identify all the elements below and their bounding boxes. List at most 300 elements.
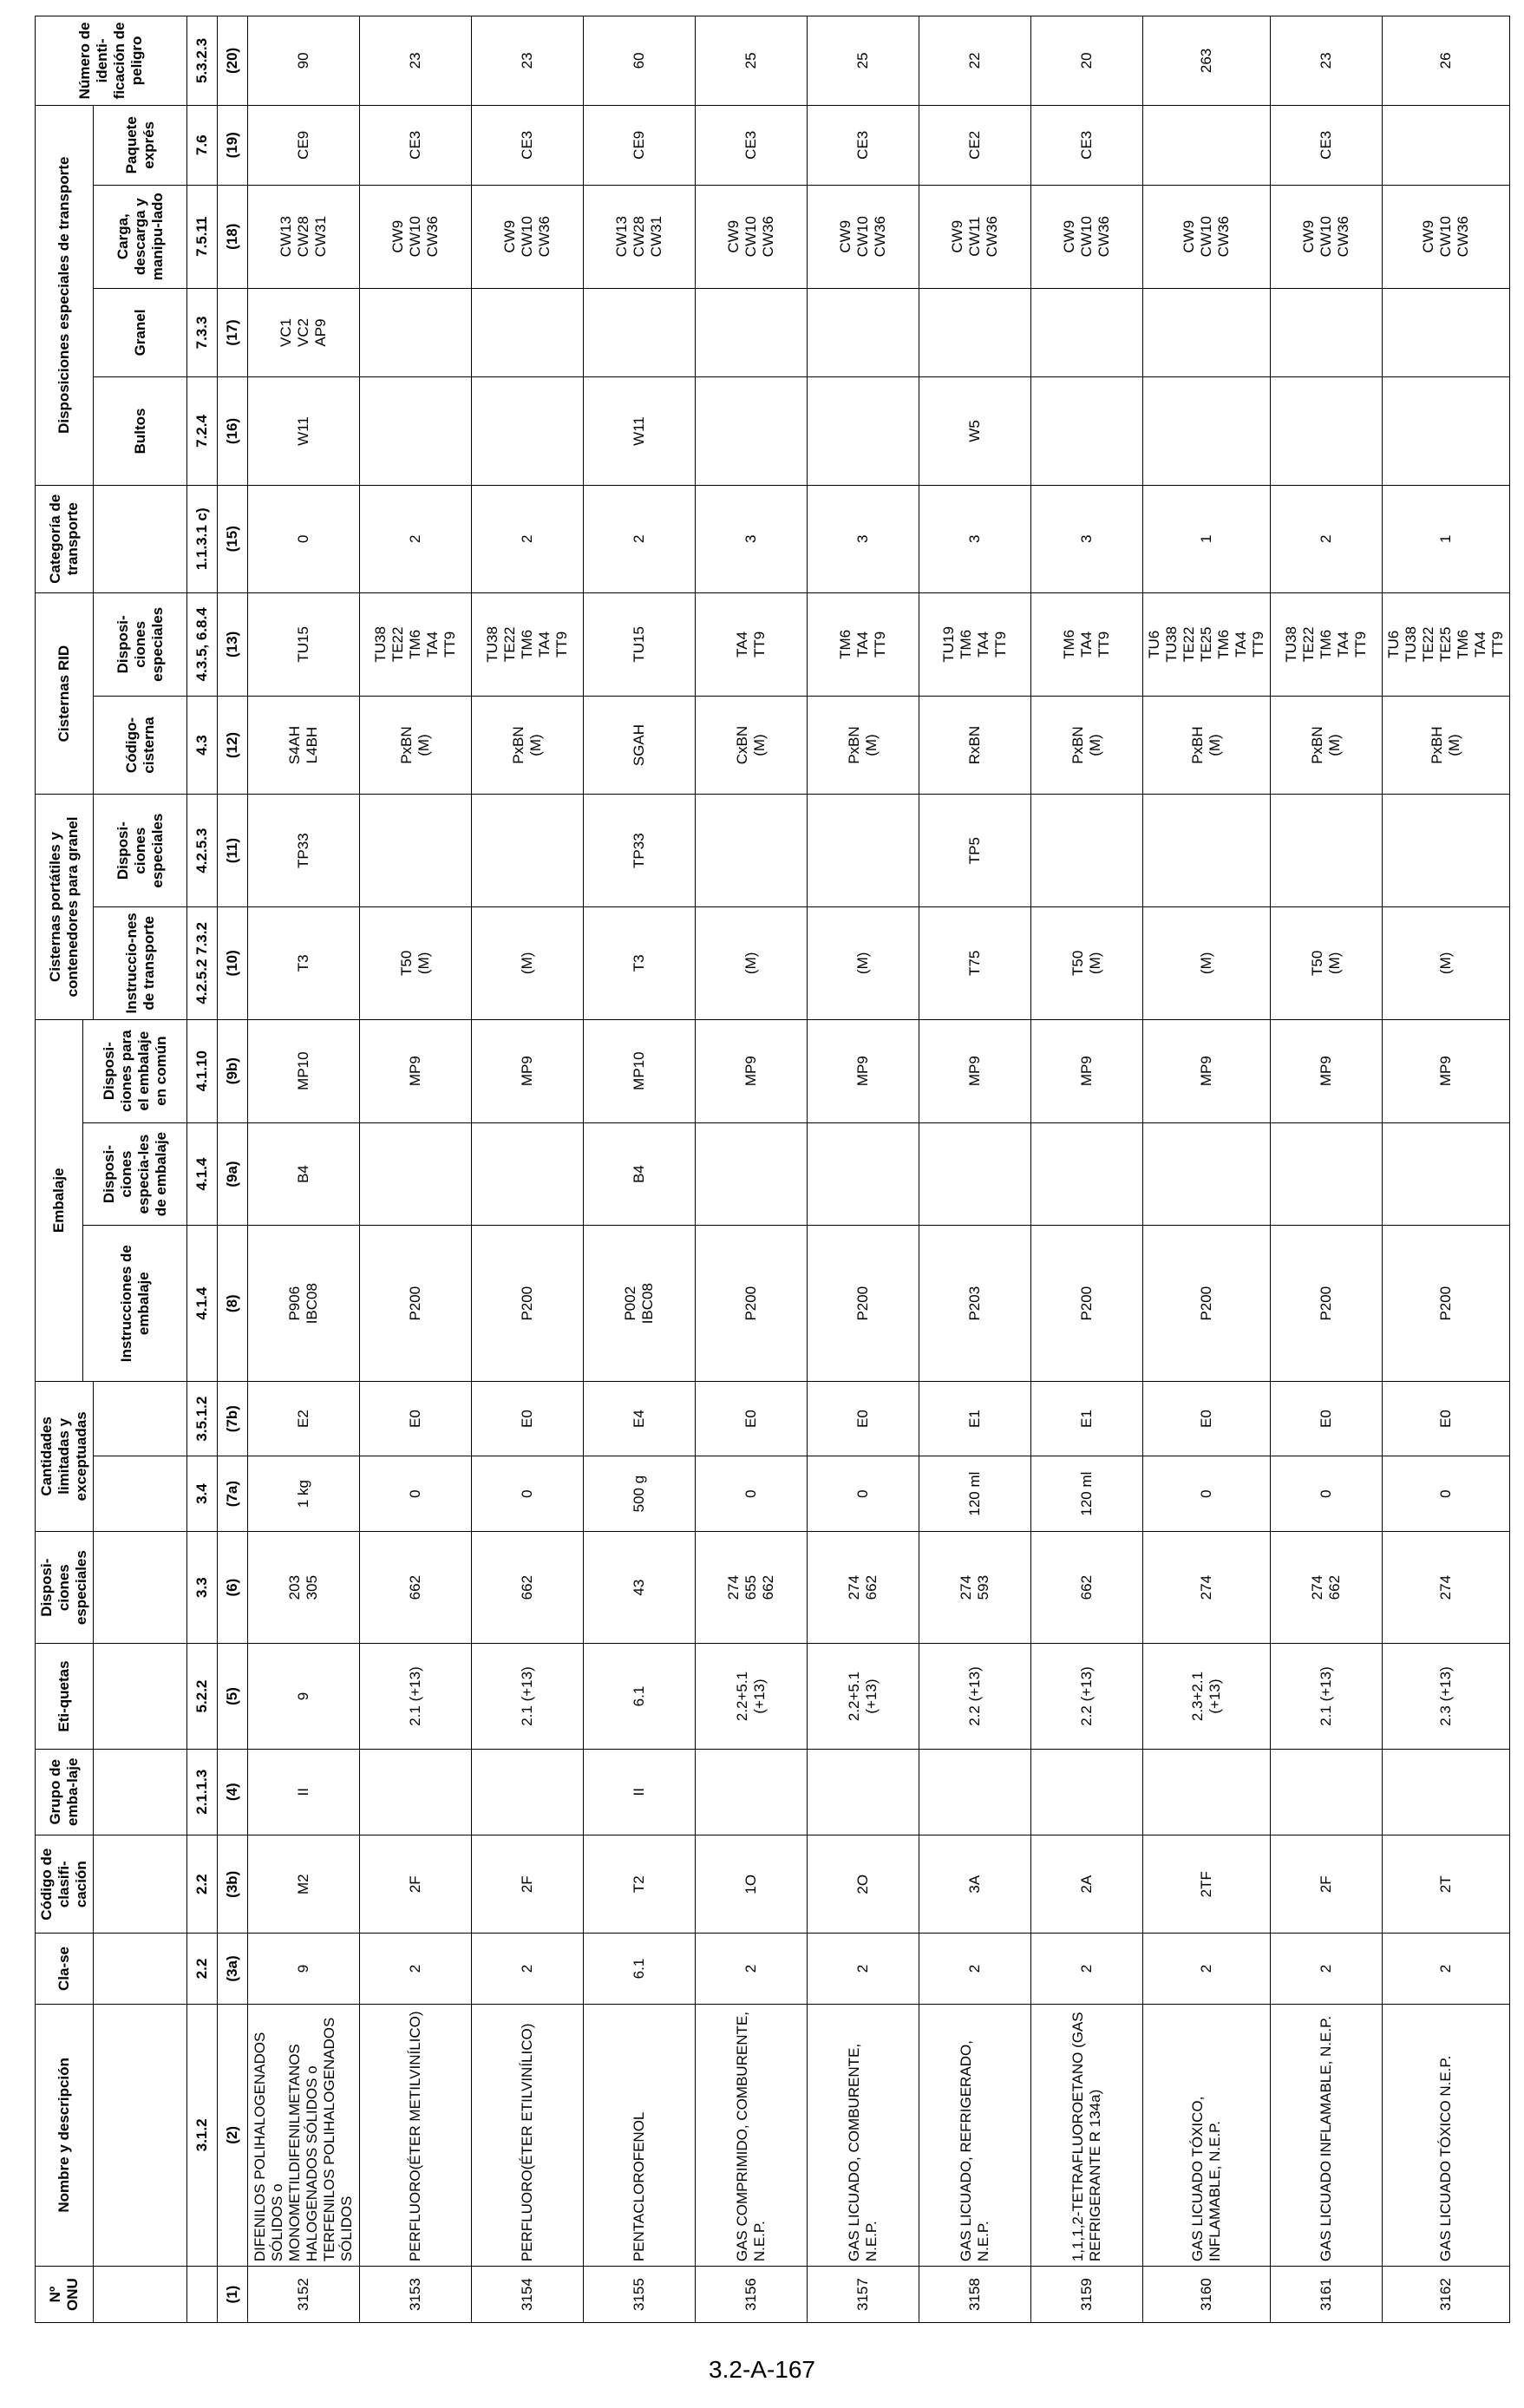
cell-special-provisions: 274 662 bbox=[1271, 1531, 1383, 1644]
cell-labels: 9 bbox=[248, 1644, 360, 1749]
cell-transport-category: 3 bbox=[1031, 485, 1143, 592]
cell-special-packing-provisions bbox=[696, 1122, 808, 1226]
header-blank-7a bbox=[94, 1456, 187, 1531]
cell-rid-tank-provisions: TM6 TA4 TT9 bbox=[808, 592, 919, 696]
cell-classification-code: M2 bbox=[248, 1835, 360, 1933]
header-etiquetas: Eti-quetas bbox=[36, 1644, 94, 1749]
cell-express-parcel: CE3 bbox=[808, 105, 919, 185]
cell-packages-provision bbox=[808, 377, 919, 485]
col-number: (9a) bbox=[218, 1122, 248, 1226]
cell-packing-group: II bbox=[584, 1749, 696, 1835]
cell-special-packing-provisions bbox=[919, 1122, 1031, 1226]
cell-packing-group bbox=[472, 1749, 584, 1835]
col-number: (3b) bbox=[218, 1835, 248, 1933]
cell-special-packing-provisions bbox=[1031, 1122, 1143, 1226]
cell-special-packing-provisions: B4 bbox=[584, 1122, 696, 1226]
cell-name-description: PERFLUORO(ÉTER METILVINÍLICO) bbox=[360, 2004, 472, 2267]
cell-classification-code: T2 bbox=[584, 1835, 696, 1933]
cell-express-parcel: CE3 bbox=[1031, 105, 1143, 185]
table-row bbox=[472, 16, 584, 2323]
cell-excepted-quantity: E0 bbox=[360, 1381, 472, 1456]
cell-bulk-provision bbox=[472, 288, 584, 377]
cell-special-provisions: 662 bbox=[472, 1531, 584, 1644]
header-blank-etiquetas bbox=[94, 1644, 187, 1749]
cell-special-packing-provisions bbox=[808, 1122, 919, 1226]
cell-mixed-packing-provisions: MP9 bbox=[1143, 1019, 1271, 1122]
cell-class: 2 bbox=[1271, 1934, 1383, 2004]
cell-limited-quantity: 1 kg bbox=[248, 1456, 360, 1531]
cell-un-number: 3156 bbox=[696, 2267, 808, 2323]
cell-tank-instructions: (M) bbox=[472, 906, 584, 1019]
ref-cell: 7.5.11 bbox=[187, 185, 218, 288]
cell-special-provisions: 274 655 662 bbox=[696, 1531, 808, 1644]
cell-packing-group bbox=[1271, 1749, 1383, 1835]
cell-tank-code: PxBN (M) bbox=[1031, 696, 1143, 794]
cell-hazard-number: 263 bbox=[1143, 16, 1271, 106]
cell-labels: 2.1 (+13) bbox=[360, 1644, 472, 1749]
ref-cell: 7.6 bbox=[187, 105, 218, 185]
cell-hazard-number: 22 bbox=[919, 16, 1031, 106]
cell-rid-tank-provisions: TM6 TA4 TT9 bbox=[1031, 592, 1143, 696]
cell-rid-tank-provisions: TU19 TM6 TA4 TT9 bbox=[919, 592, 1031, 696]
header-cisternas-rid: Cisternas RID bbox=[36, 592, 94, 794]
cell-transport-category: 2 bbox=[360, 485, 472, 592]
cell-tank-instructions: (M) bbox=[1383, 906, 1510, 1019]
col-number: (2) bbox=[218, 2004, 248, 2267]
cell-labels: 2.1 (+13) bbox=[1271, 1644, 1383, 1749]
cell-special-provisions: 274 bbox=[1383, 1531, 1510, 1644]
col-number: (20) bbox=[218, 16, 248, 106]
cell-packing-group bbox=[919, 1749, 1031, 1835]
col-number: (9b) bbox=[218, 1019, 248, 1122]
cell-classification-code: 2F bbox=[472, 1835, 584, 1933]
cell-tank-code: RxBN bbox=[919, 696, 1031, 794]
cell-mixed-packing-provisions: MP10 bbox=[584, 1019, 696, 1122]
cell-tank-code: PxBN (M) bbox=[472, 696, 584, 794]
cell-transport-category: 0 bbox=[248, 485, 360, 592]
cell-mixed-packing-provisions: MP9 bbox=[696, 1019, 808, 1122]
cell-limited-quantity: 500 g bbox=[584, 1456, 696, 1531]
cell-class: 2 bbox=[808, 1934, 919, 2004]
col-number: (11) bbox=[218, 795, 248, 907]
cell-special-provisions: 43 bbox=[584, 1531, 696, 1644]
cell-tank-instructions: T50 (M) bbox=[1271, 906, 1383, 1019]
cell-loading-provision: CW9 CW10 CW36 bbox=[1271, 185, 1383, 288]
col-number: (4) bbox=[218, 1749, 248, 1835]
table-row bbox=[1031, 16, 1143, 2323]
cell-packing-instructions: P200 bbox=[1031, 1226, 1143, 1381]
cell-express-parcel: CE3 bbox=[472, 105, 584, 185]
cell-mixed-packing-provisions: MP9 bbox=[919, 1019, 1031, 1122]
cell-packages-provision: W11 bbox=[248, 377, 360, 485]
col-number: (10) bbox=[218, 906, 248, 1019]
cell-special-provisions: 274 593 bbox=[919, 1531, 1031, 1644]
reference-row bbox=[187, 16, 218, 2323]
header-blank-disp bbox=[94, 1531, 187, 1644]
ref-cell: 4.2.5.2 7.3.2 bbox=[187, 906, 218, 1019]
header-instr-transporte: Instruccio-nes de transporte bbox=[94, 906, 187, 1019]
cell-special-provisions: 662 bbox=[360, 1531, 472, 1644]
cell-packages-provision bbox=[1143, 377, 1271, 485]
rotated-page-frame bbox=[35, 16, 1506, 2323]
header-disp-especiales: Disposi-ciones especiales bbox=[36, 1531, 94, 1644]
header-cantidades: Cantidades limitadas y exceptuadas bbox=[36, 1381, 94, 1531]
cell-bulk-provision: VC1 VC2 AP9 bbox=[248, 288, 360, 377]
cell-special-packing-provisions bbox=[472, 1122, 584, 1226]
cell-tank-instructions: T50 (M) bbox=[360, 906, 472, 1019]
cell-tank-instructions: T3 bbox=[584, 906, 696, 1019]
cell-packing-instructions: P002 IBC08 bbox=[584, 1226, 696, 1381]
cell-name-description: PENTACLOROFENOL bbox=[584, 2004, 696, 2267]
cell-name-description: PERFLUORO(ÉTER ETILVINÍLICO) bbox=[472, 2004, 584, 2267]
header-clase: Cla-se bbox=[36, 1934, 94, 2004]
table-row bbox=[1383, 16, 1510, 2323]
cell-labels: 2.2 (+13) bbox=[919, 1644, 1031, 1749]
cell-rid-tank-provisions: TU6 TU38 TE22 TE25 TM6 TA4 TT9 bbox=[1383, 592, 1510, 696]
table-row bbox=[808, 16, 919, 2323]
cell-rid-tank-provisions: TU15 bbox=[584, 592, 696, 696]
cell-bulk-provision bbox=[360, 288, 472, 377]
table-row bbox=[360, 16, 472, 2323]
cell-un-number: 3154 bbox=[472, 2267, 584, 2323]
cell-excepted-quantity: E0 bbox=[1143, 1381, 1271, 1456]
ref-cell: 7.2.4 bbox=[187, 377, 218, 485]
ref-cell: 4.3 bbox=[187, 696, 218, 794]
cell-un-number: 3162 bbox=[1383, 2267, 1510, 2323]
cell-express-parcel: CE9 bbox=[248, 105, 360, 185]
cell-excepted-quantity: E0 bbox=[808, 1381, 919, 1456]
ref-cell: 2.2 bbox=[187, 1835, 218, 1933]
cell-special-packing-provisions: B4 bbox=[248, 1122, 360, 1226]
cell-limited-quantity: 0 bbox=[1271, 1456, 1383, 1531]
cell-loading-provision: CW13 CW28 CW31 bbox=[248, 185, 360, 288]
col-number: (19) bbox=[218, 105, 248, 185]
col-number: (8) bbox=[218, 1226, 248, 1381]
ref-cell: 4.2.5.3 bbox=[187, 795, 218, 907]
cell-express-parcel: CE3 bbox=[360, 105, 472, 185]
cell-limited-quantity: 0 bbox=[696, 1456, 808, 1531]
cell-classification-code: 3A bbox=[919, 1835, 1031, 1933]
table-row bbox=[1143, 16, 1271, 2323]
cell-class: 2 bbox=[472, 1934, 584, 2004]
cell-tank-code: PxBH (M) bbox=[1383, 696, 1510, 794]
cell-tank-special-provisions: TP33 bbox=[584, 795, 696, 907]
header-blank-categoria bbox=[94, 485, 187, 592]
header-disp-cisterna: Disposi-ciones especiales bbox=[94, 795, 187, 907]
ref-cell: 4.1.4 bbox=[187, 1122, 218, 1226]
cell-tank-special-provisions: TP33 bbox=[248, 795, 360, 907]
cell-labels: 2.2+5.1 (+13) bbox=[808, 1644, 919, 1749]
cell-class: 2 bbox=[1031, 1934, 1143, 2004]
rotated-table-container bbox=[35, 16, 1506, 2323]
cell-labels: 2.1 (+13) bbox=[472, 1644, 584, 1749]
header-instrucciones: Instrucciones de embalaje bbox=[83, 1226, 187, 1381]
cell-transport-category: 3 bbox=[919, 485, 1031, 592]
header-carga: Carga, descarga y manipu-lado bbox=[94, 185, 187, 288]
col-number: (13) bbox=[218, 592, 248, 696]
cell-rid-tank-provisions: TU38 TE22 TM6 TA4 TT9 bbox=[472, 592, 584, 696]
header-categoria: Categoría de transporte bbox=[36, 485, 94, 592]
cell-packing-group bbox=[1031, 1749, 1143, 1835]
cell-loading-provision: CW9 CW10 CW36 bbox=[472, 185, 584, 288]
cell-express-parcel bbox=[1383, 105, 1510, 185]
cell-tank-special-provisions bbox=[360, 795, 472, 907]
cell-classification-code: 2TF bbox=[1143, 1835, 1271, 1933]
cell-excepted-quantity: E0 bbox=[1271, 1381, 1383, 1456]
col-number: (18) bbox=[218, 185, 248, 288]
ref-cell bbox=[187, 2267, 218, 2323]
cell-class: 2 bbox=[1383, 1934, 1510, 2004]
cell-excepted-quantity: E1 bbox=[1031, 1381, 1143, 1456]
cell-name-description: GAS COMPRIMIDO, COMBURENTE, N.E.P. bbox=[696, 2004, 808, 2267]
col-number: (15) bbox=[218, 485, 248, 592]
header-blank-grupo bbox=[94, 1749, 187, 1835]
cell-packages-provision bbox=[1031, 377, 1143, 485]
cell-tank-code: CxBN (M) bbox=[696, 696, 808, 794]
cell-class: 2 bbox=[360, 1934, 472, 2004]
cell-un-number: 3155 bbox=[584, 2267, 696, 2323]
header-blank-7b bbox=[94, 1381, 187, 1456]
cell-limited-quantity: 0 bbox=[360, 1456, 472, 1531]
ref-cell: 3.5.1.2 bbox=[187, 1381, 218, 1456]
cell-un-number: 3158 bbox=[919, 2267, 1031, 2323]
cell-packages-provision bbox=[1383, 377, 1510, 485]
table-row bbox=[919, 16, 1031, 2323]
cell-class: 2 bbox=[696, 1934, 808, 2004]
header-peligro: Número de identi-ficación de peligro bbox=[36, 16, 187, 106]
cell-hazard-number: 20 bbox=[1031, 16, 1143, 106]
cell-loading-provision: CW9 CW10 CW36 bbox=[808, 185, 919, 288]
cell-mixed-packing-provisions: MP10 bbox=[248, 1019, 360, 1122]
cell-tank-special-provisions bbox=[472, 795, 584, 907]
cell-bulk-provision bbox=[1031, 288, 1143, 377]
cell-mixed-packing-provisions: MP9 bbox=[1271, 1019, 1383, 1122]
cell-loading-provision: CW9 CW10 CW36 bbox=[696, 185, 808, 288]
cell-transport-category: 3 bbox=[696, 485, 808, 592]
cell-tank-code: PxBH (M) bbox=[1143, 696, 1271, 794]
cell-class: 6.1 bbox=[584, 1934, 696, 2004]
header-blank-un bbox=[94, 2267, 187, 2323]
cell-hazard-number: 25 bbox=[696, 16, 808, 106]
cell-special-provisions: 203 305 bbox=[248, 1531, 360, 1644]
cell-tank-instructions: T50 (M) bbox=[1031, 906, 1143, 1019]
cell-class: 2 bbox=[919, 1934, 1031, 2004]
cell-tank-instructions: (M) bbox=[808, 906, 919, 1019]
ref-cell: 3.4 bbox=[187, 1456, 218, 1531]
cell-special-provisions: 274 bbox=[1143, 1531, 1271, 1644]
cell-bulk-provision bbox=[1383, 288, 1510, 377]
header-name: Nombre y descripción bbox=[36, 2004, 94, 2267]
cell-hazard-number: 25 bbox=[808, 16, 919, 106]
header-blank-clase bbox=[94, 1934, 187, 2004]
cell-name-description: DIFENILOS POLIHALOGENADOS SÓLIDOS o MONOMETILDIFENILMETANOS HALOGENADOS SÓLIDOS o TERFENILOS POLIHALOGENADOS SÓLIDOS bbox=[248, 2004, 360, 2267]
cell-transport-category: 3 bbox=[808, 485, 919, 592]
cell-labels: 6.1 bbox=[584, 1644, 696, 1749]
cell-name-description: GAS LICUADO, COMBURENTE, N.E.P. bbox=[808, 2004, 919, 2267]
cell-hazard-number: 90 bbox=[248, 16, 360, 106]
col-number: (16) bbox=[218, 377, 248, 485]
cell-packing-group: II bbox=[248, 1749, 360, 1835]
cell-loading-provision: CW9 CW10 CW36 bbox=[1143, 185, 1271, 288]
cell-tank-code: PxBN (M) bbox=[1271, 696, 1383, 794]
cell-classification-code: 2O bbox=[808, 1835, 919, 1933]
header-codigo-cisterna: Código-cisterna bbox=[94, 696, 187, 794]
col-number: (5) bbox=[218, 1644, 248, 1749]
cell-loading-provision: CW9 CW10 CW36 bbox=[360, 185, 472, 288]
cell-tank-instructions: (M) bbox=[1143, 906, 1271, 1019]
cell-un-number: 3152 bbox=[248, 2267, 360, 2323]
cell-packing-instructions: P200 bbox=[808, 1226, 919, 1381]
cell-bulk-provision bbox=[696, 288, 808, 377]
cell-un-number: 3153 bbox=[360, 2267, 472, 2323]
ref-cell: 1.1.3.1 c) bbox=[187, 485, 218, 592]
cell-un-number: 3161 bbox=[1271, 2267, 1383, 2323]
cell-rid-tank-provisions: TU38 TE22 TM6 TA4 TT9 bbox=[1271, 592, 1383, 696]
cell-tank-instructions: T3 bbox=[248, 906, 360, 1019]
cell-bulk-provision bbox=[919, 288, 1031, 377]
cell-tank-special-provisions bbox=[696, 795, 808, 907]
cell-classification-code: 2F bbox=[1271, 1835, 1383, 1933]
cell-class: 9 bbox=[248, 1934, 360, 2004]
cell-tank-special-provisions bbox=[1143, 795, 1271, 907]
cell-limited-quantity: 0 bbox=[808, 1456, 919, 1531]
cell-express-parcel: CE3 bbox=[1271, 105, 1383, 185]
cell-packages-provision bbox=[696, 377, 808, 485]
cell-loading-provision: CW13 CW28 CW31 bbox=[584, 185, 696, 288]
ref-cell: 5.3.2.3 bbox=[187, 16, 218, 106]
cell-express-parcel: CE9 bbox=[584, 105, 696, 185]
cell-limited-quantity: 0 bbox=[1143, 1456, 1271, 1531]
cell-tank-special-provisions bbox=[1031, 795, 1143, 907]
cell-limited-quantity: 0 bbox=[1383, 1456, 1510, 1531]
cell-excepted-quantity: E0 bbox=[472, 1381, 584, 1456]
cell-packing-instructions: P200 bbox=[1143, 1226, 1271, 1381]
cell-hazard-number: 26 bbox=[1383, 16, 1510, 106]
cell-labels: 2.2 (+13) bbox=[1031, 1644, 1143, 1749]
cell-name-description: GAS LICUADO, REFRIGERADO, N.E.P. bbox=[919, 2004, 1031, 2267]
cell-mixed-packing-provisions: MP9 bbox=[360, 1019, 472, 1122]
cell-hazard-number: 23 bbox=[1271, 16, 1383, 106]
table-row bbox=[248, 16, 360, 2323]
cell-name-description: GAS LICUADO TÓXICO, INFLAMABLE, N.E.P. bbox=[1143, 2004, 1271, 2267]
header-embalaje: Embalaje bbox=[36, 1019, 83, 1381]
cell-bulk-provision bbox=[1271, 288, 1383, 377]
cell-express-parcel: CE3 bbox=[696, 105, 808, 185]
header-blank-name bbox=[94, 2004, 187, 2267]
header-codigo: Código de clasifi-cación bbox=[36, 1835, 94, 1933]
dangerous-goods-table bbox=[35, 16, 1510, 2323]
cell-packing-group bbox=[1383, 1749, 1510, 1835]
cell-tank-code: SGAH bbox=[584, 696, 696, 794]
cell-packing-instructions: P200 bbox=[1383, 1226, 1510, 1381]
header-disp-comun: Disposi-ciones para el embalaje en común bbox=[83, 1019, 187, 1122]
header-un-no: Nº ONU bbox=[36, 2267, 94, 2323]
col-number: (3a) bbox=[218, 1934, 248, 2004]
header-disp-transporte: Disposiciones especiales de transporte bbox=[36, 105, 94, 485]
cell-excepted-quantity: E2 bbox=[248, 1381, 360, 1456]
header-granel: Granel bbox=[94, 288, 187, 377]
cell-mixed-packing-provisions: MP9 bbox=[1031, 1019, 1143, 1122]
cell-hazard-number: 60 bbox=[584, 16, 696, 106]
cell-bulk-provision bbox=[1143, 288, 1271, 377]
cell-express-parcel bbox=[1143, 105, 1271, 185]
cell-hazard-number: 23 bbox=[360, 16, 472, 106]
cell-transport-category: 2 bbox=[584, 485, 696, 592]
cell-packages-provision bbox=[360, 377, 472, 485]
cell-un-number: 3157 bbox=[808, 2267, 919, 2323]
cell-special-packing-provisions bbox=[360, 1122, 472, 1226]
cell-packing-instructions: P200 bbox=[360, 1226, 472, 1381]
cell-packages-provision bbox=[472, 377, 584, 485]
ref-cell: 4.1.4 bbox=[187, 1226, 218, 1381]
header-disp-embalaje: Disposi-ciones especia-les de embalaje bbox=[83, 1122, 187, 1226]
cell-packages-provision: W5 bbox=[919, 377, 1031, 485]
cell-labels: 2.2+5.1 (+13) bbox=[696, 1644, 808, 1749]
cell-classification-code: 1O bbox=[696, 1835, 808, 1933]
cell-bulk-provision bbox=[584, 288, 696, 377]
cell-mixed-packing-provisions: MP9 bbox=[1383, 1019, 1510, 1122]
ref-cell: 3.1.2 bbox=[187, 2004, 218, 2267]
cell-rid-tank-provisions: TA4 TT9 bbox=[696, 592, 808, 696]
cell-limited-quantity: 120 ml bbox=[1031, 1456, 1143, 1531]
page-number: 3.2-A-167 bbox=[709, 2356, 815, 2383]
cell-name-description: GAS LICUADO TÓXICO N.E.P. bbox=[1383, 2004, 1510, 2267]
cell-classification-code: 2T bbox=[1383, 1835, 1510, 1933]
table-row bbox=[1271, 16, 1383, 2323]
cell-excepted-quantity: E4 bbox=[584, 1381, 696, 1456]
col-number: (12) bbox=[218, 696, 248, 794]
cell-tank-special-provisions bbox=[1383, 795, 1510, 907]
cell-hazard-number: 23 bbox=[472, 16, 584, 106]
cell-limited-quantity: 120 ml bbox=[919, 1456, 1031, 1531]
cell-packing-group bbox=[1143, 1749, 1271, 1835]
ref-cell: 3.3 bbox=[187, 1531, 218, 1644]
cell-mixed-packing-provisions: MP9 bbox=[472, 1019, 584, 1122]
cell-tank-code: PxBN (M) bbox=[360, 696, 472, 794]
cell-loading-provision: CW9 CW10 CW36 bbox=[1383, 185, 1510, 288]
cell-tank-code: PxBN (M) bbox=[808, 696, 919, 794]
cell-excepted-quantity: E0 bbox=[1383, 1381, 1510, 1456]
cell-rid-tank-provisions: TU6 TU38 TE22 TE25 TM6 TA4 TT9 bbox=[1143, 592, 1271, 696]
cell-tank-special-provisions bbox=[808, 795, 919, 907]
col-number: (7a) bbox=[218, 1456, 248, 1531]
cell-loading-provision: CW9 CW11 CW36 bbox=[919, 185, 1031, 288]
cell-transport-category: 2 bbox=[1271, 485, 1383, 592]
table-row bbox=[584, 16, 696, 2323]
cell-tank-special-provisions: TP5 bbox=[919, 795, 1031, 907]
cell-packing-instructions: P200 bbox=[1271, 1226, 1383, 1381]
cell-bulk-provision bbox=[808, 288, 919, 377]
header-grupo: Grupo de emba-laje bbox=[36, 1749, 94, 1835]
cell-special-packing-provisions bbox=[1143, 1122, 1271, 1226]
header-paquete: Paquete exprés bbox=[94, 105, 187, 185]
cell-name-description: 1,1,1,2-TETRAFLUOROETANO (GAS REFRIGERANTE R 134a) bbox=[1031, 2004, 1143, 2267]
cell-classification-code: 2F bbox=[360, 1835, 472, 1933]
ref-cell: 7.3.3 bbox=[187, 288, 218, 377]
cell-un-number: 3159 bbox=[1031, 2267, 1143, 2323]
cell-excepted-quantity: E0 bbox=[696, 1381, 808, 1456]
cell-transport-category: 2 bbox=[472, 485, 584, 592]
cell-packing-instructions: P200 bbox=[472, 1226, 584, 1381]
col-number: (1) bbox=[218, 2267, 248, 2323]
cell-express-parcel: CE2 bbox=[919, 105, 1031, 185]
col-number: (7b) bbox=[218, 1381, 248, 1456]
cell-packing-instructions: P906 IBC08 bbox=[248, 1226, 360, 1381]
col-number: (17) bbox=[218, 288, 248, 377]
cell-rid-tank-provisions: TU38 TE22 TM6 TA4 TT9 bbox=[360, 592, 472, 696]
cell-packages-provision bbox=[1271, 377, 1383, 485]
cell-tank-special-provisions bbox=[1271, 795, 1383, 907]
